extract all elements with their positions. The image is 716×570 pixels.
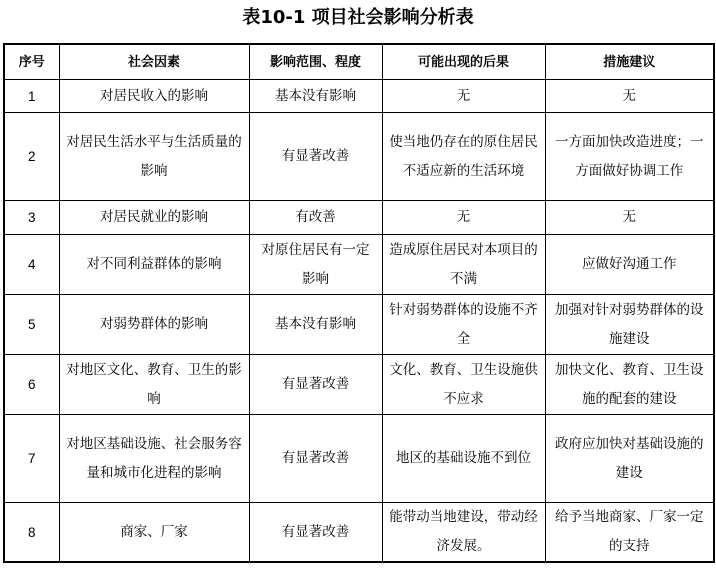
cell-scope: 有显著改善 — [249, 355, 382, 415]
table-title: 表10-1 项目社会影响分析表 — [242, 7, 474, 28]
cell-seq: 8 — [4, 503, 59, 563]
cell-factor: 对地区文化、教育、卫生的影响 — [59, 355, 249, 415]
header-scope: 影响范围、程度 — [249, 44, 382, 80]
cell-result: 无 — [382, 201, 545, 235]
cell-factor: 对地区基础设施、社会服务容量和城市化进程的影响 — [59, 415, 249, 503]
cell-seq: 4 — [4, 235, 59, 295]
header-row — [4, 44, 714, 80]
cell-measure: 无 — [545, 80, 714, 113]
cell-measure: 给予当地商家、厂家一定的支持 — [545, 503, 714, 563]
cell-scope: 有显著改善 — [249, 113, 382, 201]
cell-seq: 2 — [4, 113, 59, 201]
table-row — [4, 503, 714, 563]
table-row — [4, 295, 714, 355]
cell-seq: 1 — [4, 80, 59, 113]
cell-measure: 政府应加快对基础设施的建设 — [545, 415, 714, 503]
cell-measure: 应做好沟通工作 — [545, 235, 714, 295]
cell-result: 针对弱势群体的设施不齐全 — [382, 295, 545, 355]
cell-result: 无 — [382, 80, 545, 113]
header-measure: 措施建议 — [545, 44, 714, 80]
cell-result: 造成原住居民对本项目的不满 — [382, 235, 545, 295]
cell-scope: 有显著改善 — [249, 415, 382, 503]
cell-factor: 对弱势群体的影响 — [59, 295, 249, 355]
social-impact-table — [3, 43, 715, 563]
cell-scope: 有改善 — [249, 201, 382, 235]
cell-scope: 对原住居民有一定影响 — [249, 235, 382, 295]
cell-seq: 6 — [4, 355, 59, 415]
cell-result: 地区的基础设施不到位 — [382, 415, 545, 503]
cell-result: 能带动当地建设，带动经济发展。 — [382, 503, 545, 563]
cell-seq: 3 — [4, 201, 59, 235]
cell-factor: 商家、厂家 — [59, 503, 249, 563]
table-row — [4, 355, 714, 415]
cell-seq: 7 — [4, 415, 59, 503]
header-factor: 社会因素 — [59, 44, 249, 80]
cell-measure: 一方面加快改造进度；一方面做好协调工作 — [545, 113, 714, 201]
cell-factor: 对居民生活水平与生活质量的影响 — [59, 113, 249, 201]
cell-scope: 有显著改善 — [249, 503, 382, 563]
cell-measure: 加快文化、教育、卫生设施的配套的建设 — [545, 355, 714, 415]
header-result: 可能出现的后果 — [382, 44, 545, 80]
cell-result: 使当地仍存在的原住居民不适应新的生活环境 — [382, 113, 545, 201]
cell-factor: 对不同利益群体的影响 — [59, 235, 249, 295]
table-row — [4, 80, 714, 113]
cell-factor: 对居民收入的影响 — [59, 80, 249, 113]
cell-seq: 5 — [4, 295, 59, 355]
cell-measure: 无 — [545, 201, 714, 235]
cell-result: 文化、教育、卫生设施供不应求 — [382, 355, 545, 415]
table-row — [4, 415, 714, 503]
cell-scope: 基本没有影响 — [249, 295, 382, 355]
cell-factor: 对居民就业的影响 — [59, 201, 249, 235]
table-row — [4, 113, 714, 201]
header-seq: 序号 — [4, 44, 59, 80]
table-row — [4, 235, 714, 295]
table-row — [4, 201, 714, 235]
cell-measure: 加强对针对弱势群体的设施建设 — [545, 295, 714, 355]
cell-scope: 基本没有影响 — [249, 80, 382, 113]
